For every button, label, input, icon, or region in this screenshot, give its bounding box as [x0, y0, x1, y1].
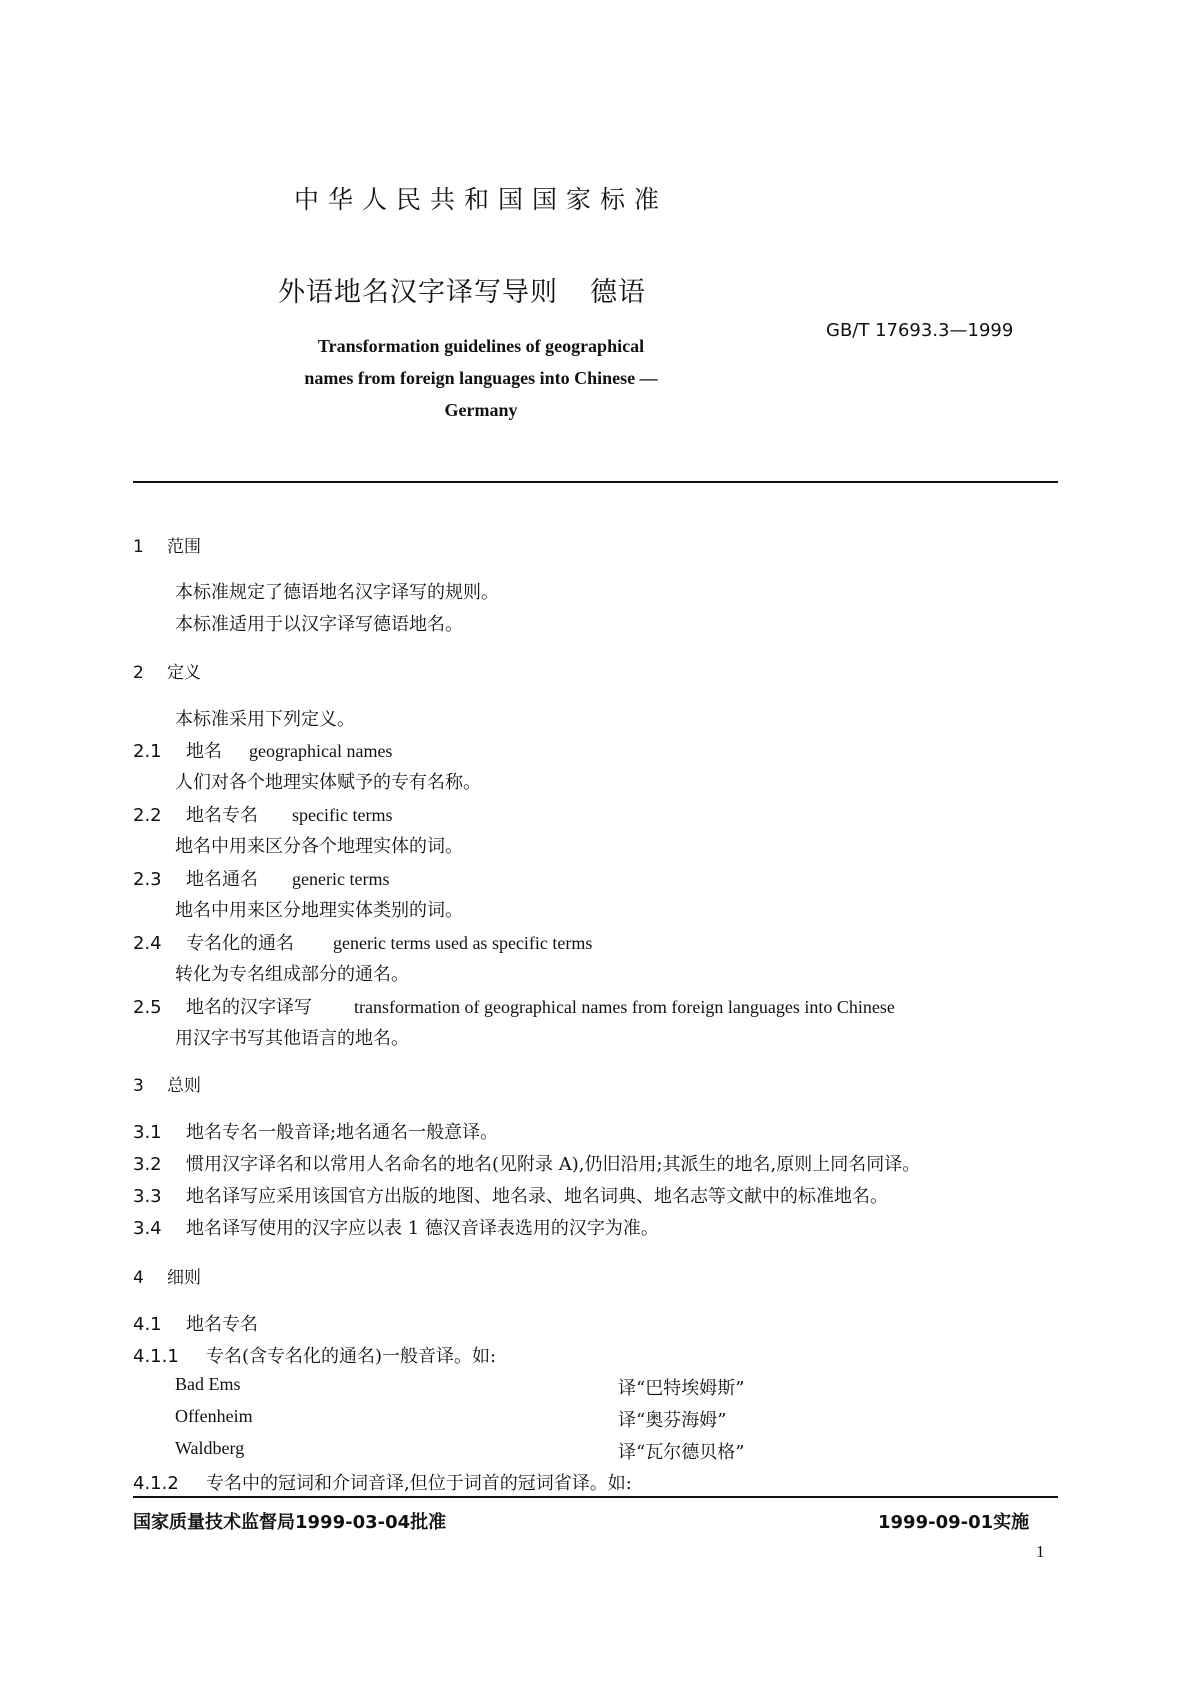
clause-4-1-2 — [133, 1469, 632, 1495]
definition-2-5 — [133, 993, 895, 1019]
clause-number: 2.4 — [133, 933, 162, 954]
example-german-name: Waldberg — [175, 1438, 245, 1458]
footer-divider — [133, 1496, 1058, 1498]
title-english-line: Germany — [444, 400, 518, 420]
clause-number: 3.3 — [133, 1186, 162, 1207]
clause-number: 4.1 — [133, 1314, 162, 1335]
definition-description: 人们对各个地理实体赋予的专有名称。 — [175, 772, 481, 793]
rule-text: 地名译写应采用该国官方出版的地图、地名录、地名词典、地名志等文献中的标准地名。 — [186, 1186, 888, 1207]
section-title: 细则 — [167, 1268, 201, 1288]
clause-number: 2.1 — [133, 741, 162, 762]
section-3-heading — [133, 1071, 201, 1096]
approval-date: 国家质量技术监督局1999-03-04批准 — [133, 1512, 447, 1533]
definition-term: 地名通名 — [186, 869, 258, 890]
clause-number: 4.1.2 — [133, 1473, 179, 1494]
example-german-name: Bad Ems — [175, 1374, 241, 1394]
section-1-paragraph: 本标准适用于以汉字译写德语地名。 — [175, 614, 463, 635]
definition-english-term: specific terms — [292, 805, 393, 825]
section-number: 2 — [133, 663, 144, 683]
section-title: 总则 — [167, 1076, 201, 1096]
example-chinese-transcription: 译“奥芬海姆” — [618, 1410, 727, 1431]
definition-2-4 — [133, 929, 592, 955]
rule-text: 惯用汉字译名和以常用人名命名的地名(见附录 A),仍旧沿用;其派生的地名,原则上同名同译。 — [186, 1154, 921, 1175]
definition-description: 地名中用来区分地理实体类别的词。 — [175, 900, 463, 921]
definition-2-2 — [133, 801, 392, 827]
title-chinese-language: 德语 — [590, 277, 646, 308]
title-english — [200, 330, 762, 426]
definition-english-term: generic terms used as specific terms — [333, 933, 593, 953]
clause-4-1 — [133, 1310, 258, 1336]
section-number: 1 — [133, 537, 144, 557]
section-1-heading — [133, 532, 201, 557]
page-number: 1 — [1036, 1542, 1045, 1561]
rule-text: 地名专名一般音译;地名通名一般意译。 — [186, 1122, 499, 1143]
definition-term: 地名专名 — [186, 805, 258, 826]
clause-number: 3.1 — [133, 1122, 162, 1143]
section-2-intro: 本标准采用下列定义。 — [175, 709, 355, 730]
clause-text: 专名(含专名化的通名)一般音译。如: — [206, 1346, 497, 1367]
title-chinese — [278, 270, 646, 309]
definition-description: 转化为专名组成部分的通名。 — [175, 964, 409, 985]
section-title: 范围 — [167, 537, 201, 557]
standard-code: GB/T 17693.3—1999 — [826, 320, 1014, 341]
rule-3-1 — [133, 1118, 498, 1144]
example-chinese-transcription: 译“瓦尔德贝格” — [618, 1442, 745, 1463]
definition-2-3 — [133, 865, 389, 891]
example-german-name: Offenheim — [175, 1406, 253, 1426]
clause-text: 地名专名 — [186, 1314, 258, 1335]
definition-term: 地名的汉字译写 — [186, 997, 312, 1018]
definition-english-term: geographical names — [249, 741, 393, 761]
clause-number: 2.2 — [133, 805, 162, 826]
definition-term: 地名 — [186, 741, 222, 762]
section-4-heading — [133, 1263, 201, 1288]
section-title: 定义 — [167, 663, 201, 683]
section-number: 3 — [133, 1076, 144, 1096]
clause-text: 专名中的冠词和介词音译,但位于词首的冠词省译。如: — [206, 1473, 632, 1494]
standard-organization: 中华人民共和国国家标准 — [294, 185, 669, 214]
rule-3-4 — [133, 1214, 659, 1240]
definition-description: 地名中用来区分各个地理实体的词。 — [175, 836, 463, 857]
definition-term: 专名化的通名 — [186, 933, 294, 954]
rule-text: 地名译写使用的汉字应以表 1 德汉音译表选用的汉字为准。 — [186, 1218, 659, 1239]
definition-description: 用汉字书写其他语言的地名。 — [175, 1028, 409, 1049]
definition-english-term: transformation of geographical names from foreign languages into Chinese — [354, 997, 895, 1017]
definition-2-1 — [133, 737, 392, 763]
example-chinese-transcription: 译“巴特埃姆斯” — [618, 1378, 745, 1399]
clause-number: 4.1.1 — [133, 1346, 179, 1367]
title-english-line: Transformation guidelines of geographical — [317, 336, 645, 356]
rule-3-3 — [133, 1182, 888, 1208]
title-chinese-main: 外语地名汉字译写导则 — [278, 277, 558, 308]
definition-english-term: generic terms — [292, 869, 390, 889]
section-number: 4 — [133, 1268, 144, 1288]
rule-3-2 — [133, 1150, 920, 1176]
title-english-line: names from foreign languages into Chinese — — [304, 368, 658, 388]
clause-number: 2.5 — [133, 997, 162, 1018]
section-1-paragraph: 本标准规定了德语地名汉字译写的规则。 — [175, 582, 499, 603]
clause-number: 3.4 — [133, 1218, 162, 1239]
clause-number: 3.2 — [133, 1154, 162, 1175]
clause-4-1-1 — [133, 1342, 496, 1368]
effective-date: 1999-09-01实施 — [878, 1512, 1030, 1533]
clause-number: 2.3 — [133, 869, 162, 890]
section-2-heading — [133, 658, 201, 683]
header-divider — [133, 481, 1058, 483]
